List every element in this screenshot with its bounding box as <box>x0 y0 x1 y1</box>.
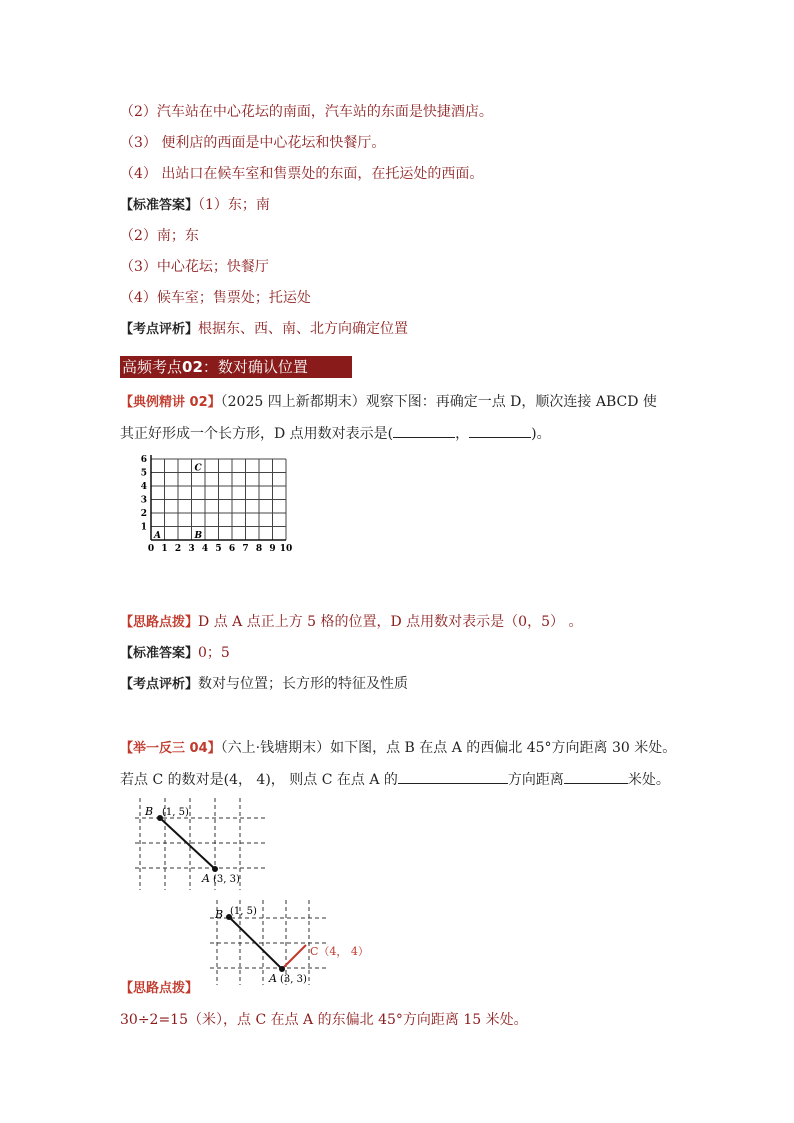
practice-text-4: 米处。 <box>627 772 670 788</box>
practice-line-2 <box>120 769 670 790</box>
section-banner <box>120 356 352 378</box>
answer-blank-1[interactable] <box>393 423 455 438</box>
practice-text-2: 若点 C 的数对是(4， 4)， 则点 C 在点 A 的 <box>120 772 398 788</box>
answer-line-1 <box>120 195 270 216</box>
coord-a: (3, 3) <box>213 874 240 885</box>
x-tick-label: 5 <box>215 544 222 554</box>
x-tick-label: 0 <box>147 544 155 554</box>
example-line-1 <box>120 392 657 413</box>
example-text-2: 其正好形成一个长方形，D 点用数对表示是( <box>120 426 394 442</box>
y-tick-label: 1 <box>140 522 147 533</box>
hint2-text: 30÷2=15（米），点 C 在点 A 的东偏北 45°方向距离 15 米处。 <box>120 1012 528 1028</box>
practice-text-1: （六上·钱塘期末）如下图，点 B 在点 A 的西偏北 45°方向距离 30 米处。 <box>220 740 677 756</box>
analysis-text: 根据东、西、南、北方向确定位置 <box>198 321 409 337</box>
figure-b-a-c <box>210 900 380 990</box>
answer2-text: 0；5 <box>198 645 230 661</box>
banner-title: ：数对确认位置 <box>202 358 308 376</box>
banner-number: 02 <box>182 358 203 376</box>
label-b: B <box>145 805 154 818</box>
banner-prefix: 高频考点 <box>122 358 183 376</box>
answer-line-3: （3）中心花坛；快餐厅 <box>120 259 269 275</box>
x-tick-label: 6 <box>228 544 236 554</box>
hint2-label: 【思路点拨】 <box>120 981 199 996</box>
hint-line-1 <box>120 612 582 633</box>
hint2-label-line <box>120 978 198 999</box>
answer-text-1: （1）东；南 <box>198 197 270 213</box>
example-text-3: )。 <box>531 426 551 442</box>
point-a <box>212 866 218 872</box>
x-tick-label: 9 <box>269 544 276 554</box>
example-text-1: （2025 四上新都期末）观察下图：再确定一点 D，顺次连接 ABCD 使 <box>220 394 657 410</box>
x-tick-label: 4 <box>201 544 209 554</box>
answer-line-4: （4）候车室；售票处；托运处 <box>120 290 311 306</box>
distance-blank[interactable] <box>564 769 628 784</box>
hint-text: D 点 A 点正上方 5 格的位置，D 点用数对表示是（0，5） 。 <box>198 614 583 630</box>
x-tick-label: 1 <box>161 544 168 554</box>
answer2-line <box>120 643 230 664</box>
x-tick-label: 10 <box>279 544 293 554</box>
answer-label: 【标准答案】 <box>120 198 199 213</box>
analysis-label: 【考点评析】 <box>120 322 199 337</box>
x-tick-label: 3 <box>188 544 195 554</box>
practice-label: 【举一反三 04】 <box>120 741 221 756</box>
item-4: （4） 出站口在候车室和售票处的东面，在托运处的西面。 <box>120 166 484 182</box>
practice-line-1 <box>120 738 676 759</box>
coord-a-2: (3, 3) <box>280 974 307 985</box>
dashed-grid <box>135 798 265 890</box>
y-tick-label: 2 <box>140 509 147 519</box>
figure-b-to-a <box>135 798 270 893</box>
x-tick-label: 7 <box>242 544 249 554</box>
analysis2-line <box>120 674 408 695</box>
coordinate-grid <box>135 455 305 557</box>
label-a-2: A <box>269 972 277 985</box>
label-a: A <box>202 872 210 885</box>
x-tick-label: 8 <box>255 544 263 554</box>
y-tick-label: 4 <box>140 482 147 492</box>
answer2-label: 【标准答案】 <box>120 646 199 661</box>
point-label-c: C <box>194 463 202 474</box>
point-a-2 <box>279 966 285 972</box>
point-label-a: A <box>154 531 161 541</box>
label-c: C（4， 4） <box>310 945 369 958</box>
direction-blank[interactable] <box>398 769 508 784</box>
example-label: 【典例精讲 02】 <box>120 395 221 410</box>
item-2: （2）汽车站在中心花坛的南面，汽车站的东面是快捷酒店。 <box>120 104 493 120</box>
answer-line-2: （2）南；东 <box>120 228 199 244</box>
x-tick-label: 2 <box>174 544 182 554</box>
y-tick-label: 6 <box>140 455 147 465</box>
analysis-line-1 <box>120 319 408 340</box>
hint-label: 【思路点拨】 <box>120 615 199 630</box>
example-line-2 <box>120 423 551 444</box>
point-label-b: B <box>194 531 203 541</box>
analysis2-label: 【考点评析】 <box>120 677 199 692</box>
example-comma: ， <box>455 426 470 442</box>
practice-text-3: 方向距离 <box>507 772 564 788</box>
coord-b-2: (1, 5) <box>230 906 257 917</box>
y-tick-label: 5 <box>140 468 147 479</box>
answer-blank-2[interactable] <box>469 423 531 438</box>
label-b-2: B <box>215 908 224 921</box>
analysis2-text: 数对与位置；长方形的特征及性质 <box>198 676 409 692</box>
coord-b: (1, 5) <box>162 807 189 818</box>
y-tick-label: 3 <box>140 495 147 506</box>
item-3: （3） 便利店的西面是中心花坛和快餐厅。 <box>120 135 386 151</box>
